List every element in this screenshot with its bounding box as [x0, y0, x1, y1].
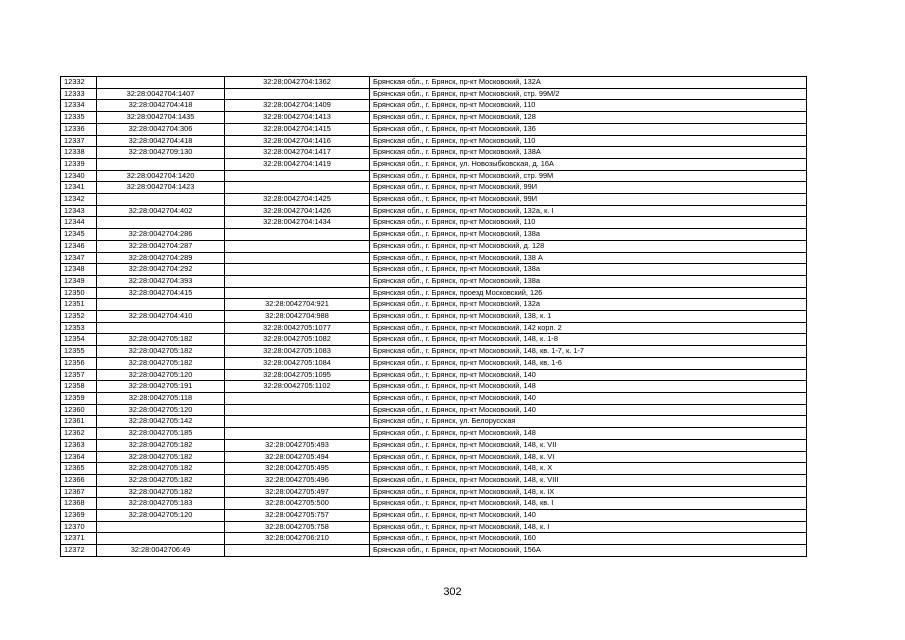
parcel-number-cell: 32:28:0042704:418 — [97, 135, 225, 147]
row-number-cell: 12352 — [61, 311, 97, 323]
address-cell: Брянская обл., г. Брянск, пр-кт Московский, 99И — [370, 194, 807, 206]
building-number-cell: 32:28:0042704:1409 — [225, 100, 370, 112]
address-cell: Брянская обл., г. Брянск, пр-кт Московский, 138, к. 1 — [370, 311, 807, 323]
row-number-cell: 12363 — [61, 439, 97, 451]
parcel-number-cell: 32:28:0042704:289 — [97, 252, 225, 264]
table-row — [61, 381, 807, 393]
building-number-cell: 32:28:0042704:988 — [225, 311, 370, 323]
row-number-cell: 12353 — [61, 322, 97, 334]
parcel-number-cell: 32:28:0042705:185 — [97, 428, 225, 440]
building-number-cell — [225, 170, 370, 182]
row-number-cell: 12342 — [61, 194, 97, 206]
parcel-number-cell: 32:28:0042704:410 — [97, 311, 225, 323]
parcel-number-cell — [97, 521, 225, 533]
address-cell: Брянская обл., г. Брянск, проезд Московский, 126 — [370, 287, 807, 299]
row-number-cell: 12350 — [61, 287, 97, 299]
building-number-cell: 32:28:0042705:1095 — [225, 369, 370, 381]
building-number-cell: 32:28:0042706:210 — [225, 533, 370, 545]
table-row — [61, 194, 807, 206]
table-row — [61, 170, 807, 182]
parcel-number-cell: 32:28:0042705:120 — [97, 510, 225, 522]
address-cell: Брянская обл., г. Брянск, пр-кт Московский, 148, к. I — [370, 521, 807, 533]
table-row — [61, 533, 807, 545]
row-number-cell: 12360 — [61, 404, 97, 416]
building-number-cell: 32:28:0042704:1419 — [225, 158, 370, 170]
address-cell: Брянская обл., г. Брянск, пр-кт Московский, 148, кв. 1-7, к. 1-7 — [370, 346, 807, 358]
table-row — [61, 264, 807, 276]
row-number-cell: 12364 — [61, 451, 97, 463]
table-row — [61, 334, 807, 346]
address-cell: Брянская обл., г. Брянск, пр-кт Московский, 140 — [370, 404, 807, 416]
building-number-cell: 32:28:0042704:1426 — [225, 205, 370, 217]
row-number-cell: 12348 — [61, 264, 97, 276]
address-cell: Брянская обл., г. Брянск, пр-кт Московский, 148 — [370, 381, 807, 393]
table-row — [61, 545, 807, 557]
building-number-cell: 32:28:0042705:497 — [225, 486, 370, 498]
row-number-cell: 12349 — [61, 275, 97, 287]
address-cell: Брянская обл., г. Брянск, пр-кт Московский, 148 — [370, 428, 807, 440]
table-row — [61, 357, 807, 369]
parcel-number-cell: 32:28:0042704:393 — [97, 275, 225, 287]
parcel-number-cell — [97, 194, 225, 206]
table-row — [61, 510, 807, 522]
address-cell: Брянская обл., г. Брянск, пр-кт Московский, 138а — [370, 275, 807, 287]
address-cell: Брянская обл., г. Брянск, пр-кт Московский, 128 — [370, 112, 807, 124]
building-number-cell: 32:28:0042704:1416 — [225, 135, 370, 147]
address-cell: Брянская обл., г. Брянск, пр-кт Московский, 136 — [370, 123, 807, 135]
address-cell: Брянская обл., г. Брянск, пр-кт Московский, 142 корп. 2 — [370, 322, 807, 334]
address-cell: Брянская обл., г. Брянск, ул. Белорусская — [370, 416, 807, 428]
building-number-cell: 32:28:0042705:1083 — [225, 346, 370, 358]
row-number-cell: 12345 — [61, 229, 97, 241]
parcel-number-cell: 32:28:0042709:130 — [97, 147, 225, 159]
parcel-number-cell: 32:28:0042705:118 — [97, 392, 225, 404]
table-row — [61, 474, 807, 486]
table-row — [61, 486, 807, 498]
row-number-cell: 12346 — [61, 240, 97, 252]
parcel-number-cell — [97, 77, 225, 89]
building-number-cell: 32:28:0042705:496 — [225, 474, 370, 486]
building-number-cell: 32:28:0042705:1082 — [225, 334, 370, 346]
table-row — [61, 439, 807, 451]
building-number-cell: 32:28:0042704:921 — [225, 299, 370, 311]
parcel-number-cell — [97, 299, 225, 311]
building-number-cell: 32:28:0042704:1434 — [225, 217, 370, 229]
table-row — [61, 229, 807, 241]
row-number-cell: 12334 — [61, 100, 97, 112]
parcel-number-cell: 32:28:0042704:1420 — [97, 170, 225, 182]
building-number-cell: 32:28:0042705:495 — [225, 463, 370, 475]
table-row — [61, 123, 807, 135]
row-number-cell: 12366 — [61, 474, 97, 486]
table-row — [61, 463, 807, 475]
address-cell: Брянская обл., г. Брянск, пр-кт Московский, 148, к. 1-8 — [370, 334, 807, 346]
parcel-number-cell: 32:28:0042705:182 — [97, 439, 225, 451]
building-number-cell: 32:28:0042704:1362 — [225, 77, 370, 89]
building-number-cell — [225, 229, 370, 241]
building-number-cell: 32:28:0042705:758 — [225, 521, 370, 533]
parcel-number-cell: 32:28:0042704:286 — [97, 229, 225, 241]
address-cell: Брянская обл., г. Брянск, пр-кт Московский, 138а — [370, 229, 807, 241]
table-row — [61, 88, 807, 100]
row-number-cell: 12347 — [61, 252, 97, 264]
address-cell: Брянская обл., г. Брянск, пр-кт Московский, 148, кв. 1-6 — [370, 357, 807, 369]
building-number-cell — [225, 392, 370, 404]
table-row — [61, 299, 807, 311]
table-row — [61, 416, 807, 428]
table-row — [61, 147, 807, 159]
row-number-cell: 12343 — [61, 205, 97, 217]
row-number-cell: 12362 — [61, 428, 97, 440]
parcel-number-cell: 32:28:0042705:182 — [97, 463, 225, 475]
address-cell: Брянская обл., г. Брянск, пр-кт Московский, 140 — [370, 369, 807, 381]
address-cell: Брянская обл., г. Брянск, пр-кт Московский, 132а — [370, 299, 807, 311]
row-number-cell: 12354 — [61, 334, 97, 346]
row-number-cell: 12339 — [61, 158, 97, 170]
cadastral-table — [60, 76, 807, 557]
table-row — [61, 451, 807, 463]
table-row — [61, 369, 807, 381]
row-number-cell: 12365 — [61, 463, 97, 475]
table-row — [61, 240, 807, 252]
row-number-cell: 12356 — [61, 357, 97, 369]
address-cell: Брянская обл., г. Брянск, пр-кт Московский, 140 — [370, 392, 807, 404]
address-cell: Брянская обл., г. Брянск, пр-кт Московский, 156А — [370, 545, 807, 557]
address-cell: Брянская обл., г. Брянск, пр-кт Московский, стр. 99М — [370, 170, 807, 182]
building-number-cell: 32:28:0042705:494 — [225, 451, 370, 463]
row-number-cell: 12367 — [61, 486, 97, 498]
row-number-cell: 12370 — [61, 521, 97, 533]
row-number-cell: 12369 — [61, 510, 97, 522]
address-cell: Брянская обл., г. Брянск, пр-кт Московский, 138А — [370, 147, 807, 159]
row-number-cell: 12355 — [61, 346, 97, 358]
parcel-number-cell: 32:28:0042705:120 — [97, 404, 225, 416]
parcel-number-cell: 32:28:0042705:182 — [97, 451, 225, 463]
row-number-cell: 12357 — [61, 369, 97, 381]
parcel-number-cell — [97, 217, 225, 229]
building-number-cell: 32:28:0042705:1077 — [225, 322, 370, 334]
table-row — [61, 275, 807, 287]
row-number-cell: 12351 — [61, 299, 97, 311]
address-cell: Брянская обл., г. Брянск, пр-кт Московский, 148, кв. I — [370, 498, 807, 510]
building-number-cell — [225, 252, 370, 264]
row-number-cell: 12341 — [61, 182, 97, 194]
table-row — [61, 287, 807, 299]
parcel-number-cell — [97, 322, 225, 334]
parcel-number-cell: 32:28:0042705:191 — [97, 381, 225, 393]
building-number-cell: 32:28:0042704:1425 — [225, 194, 370, 206]
table-row — [61, 404, 807, 416]
table-row — [61, 135, 807, 147]
row-number-cell: 12372 — [61, 545, 97, 557]
building-number-cell — [225, 287, 370, 299]
row-number-cell: 12335 — [61, 112, 97, 124]
address-cell: Брянская обл., г. Брянск, пр-кт Московский, 132а, к. I — [370, 205, 807, 217]
parcel-number-cell — [97, 158, 225, 170]
parcel-number-cell: 32:28:0042704:402 — [97, 205, 225, 217]
row-number-cell: 12371 — [61, 533, 97, 545]
building-number-cell: 32:28:0042704:1413 — [225, 112, 370, 124]
building-number-cell — [225, 240, 370, 252]
parcel-number-cell: 32:28:0042705:120 — [97, 369, 225, 381]
address-cell: Брянская обл., г. Брянск, пр-кт Московский, д. 128 — [370, 240, 807, 252]
address-cell: Брянская обл., г. Брянск, пр-кт Московский, 140 — [370, 510, 807, 522]
building-number-cell — [225, 545, 370, 557]
parcel-number-cell: 32:28:0042706:49 — [97, 545, 225, 557]
building-number-cell: 32:28:0042705:1102 — [225, 381, 370, 393]
address-cell: Брянская обл., г. Брянск, пр-кт Московский, 138а — [370, 264, 807, 276]
building-number-cell: 32:28:0042705:500 — [225, 498, 370, 510]
building-number-cell — [225, 428, 370, 440]
row-number-cell: 12368 — [61, 498, 97, 510]
table-row — [61, 311, 807, 323]
row-number-cell: 12332 — [61, 77, 97, 89]
table-body — [61, 77, 807, 557]
table-row — [61, 158, 807, 170]
parcel-number-cell: 32:28:0042704:418 — [97, 100, 225, 112]
address-cell: Брянская обл., г. Брянск, пр-кт Московский, стр. 99М/2 — [370, 88, 807, 100]
building-number-cell — [225, 88, 370, 100]
parcel-number-cell: 32:28:0042704:1435 — [97, 112, 225, 124]
parcel-number-cell: 32:28:0042704:306 — [97, 123, 225, 135]
row-number-cell: 12333 — [61, 88, 97, 100]
parcel-number-cell: 32:28:0042705:182 — [97, 357, 225, 369]
row-number-cell: 12336 — [61, 123, 97, 135]
table-row — [61, 217, 807, 229]
building-number-cell: 32:28:0042704:1415 — [225, 123, 370, 135]
table-row — [61, 112, 807, 124]
page-number: 302 — [443, 586, 462, 598]
table-row — [61, 521, 807, 533]
row-number-cell: 12338 — [61, 147, 97, 159]
address-cell: Брянская обл., г. Брянск, пр-кт Московский, 138 А — [370, 252, 807, 264]
address-cell: Брянская обл., г. Брянск, ул. Новозыбковская, д. 16А — [370, 158, 807, 170]
address-cell: Брянская обл., г. Брянск, пр-кт Московский, 160 — [370, 533, 807, 545]
address-cell: Брянская обл., г. Брянск, пр-кт Московский, 110 — [370, 135, 807, 147]
address-cell: Брянская обл., г. Брянск, пр-кт Московский, 148, к. VIII — [370, 474, 807, 486]
table-row — [61, 322, 807, 334]
row-number-cell: 12361 — [61, 416, 97, 428]
address-cell: Брянская обл., г. Брянск, пр-кт Московский, 99И — [370, 182, 807, 194]
building-number-cell — [225, 182, 370, 194]
table-row — [61, 100, 807, 112]
row-number-cell: 12359 — [61, 392, 97, 404]
parcel-number-cell: 32:28:0042704:1423 — [97, 182, 225, 194]
building-number-cell: 32:28:0042705:1084 — [225, 357, 370, 369]
row-number-cell: 12358 — [61, 381, 97, 393]
building-number-cell — [225, 404, 370, 416]
table-row — [61, 346, 807, 358]
parcel-number-cell: 32:28:0042705:182 — [97, 474, 225, 486]
address-cell: Брянская обл., г. Брянск, пр-кт Московский, 148, к. VII — [370, 439, 807, 451]
table-row — [61, 498, 807, 510]
building-number-cell — [225, 416, 370, 428]
building-number-cell: 32:28:0042704:1417 — [225, 147, 370, 159]
parcel-number-cell: 32:28:0042704:292 — [97, 264, 225, 276]
parcel-number-cell: 32:28:0042704:1407 — [97, 88, 225, 100]
address-cell: Брянская обл., г. Брянск, пр-кт Московский, 148, к. IX — [370, 486, 807, 498]
building-number-cell: 32:28:0042705:493 — [225, 439, 370, 451]
parcel-number-cell: 32:28:0042705:142 — [97, 416, 225, 428]
address-cell: Брянская обл., г. Брянск, пр-кт Московский, 132А — [370, 77, 807, 89]
table-row — [61, 392, 807, 404]
address-cell: Брянская обл., г. Брянск, пр-кт Московский, 148, к. VI — [370, 451, 807, 463]
parcel-number-cell: 32:28:0042705:182 — [97, 486, 225, 498]
parcel-number-cell: 32:28:0042704:287 — [97, 240, 225, 252]
parcel-number-cell: 32:28:0042705:182 — [97, 334, 225, 346]
table-row — [61, 252, 807, 264]
table-row — [61, 428, 807, 440]
parcel-number-cell: 32:28:0042704:415 — [97, 287, 225, 299]
row-number-cell: 12337 — [61, 135, 97, 147]
building-number-cell: 32:28:0042705:757 — [225, 510, 370, 522]
building-number-cell — [225, 264, 370, 276]
parcel-number-cell — [97, 533, 225, 545]
row-number-cell: 12340 — [61, 170, 97, 182]
parcel-number-cell: 32:28:0042705:182 — [97, 346, 225, 358]
table-row — [61, 77, 807, 89]
table-row — [61, 205, 807, 217]
table-row — [61, 182, 807, 194]
parcel-number-cell: 32:28:0042705:183 — [97, 498, 225, 510]
row-number-cell: 12344 — [61, 217, 97, 229]
address-cell: Брянская обл., г. Брянск, пр-кт Московский, 110 — [370, 100, 807, 112]
address-cell: Брянская обл., г. Брянск, пр-кт Московский, 110 — [370, 217, 807, 229]
building-number-cell — [225, 275, 370, 287]
address-cell: Брянская обл., г. Брянск, пр-кт Московский, 148, к. X — [370, 463, 807, 475]
